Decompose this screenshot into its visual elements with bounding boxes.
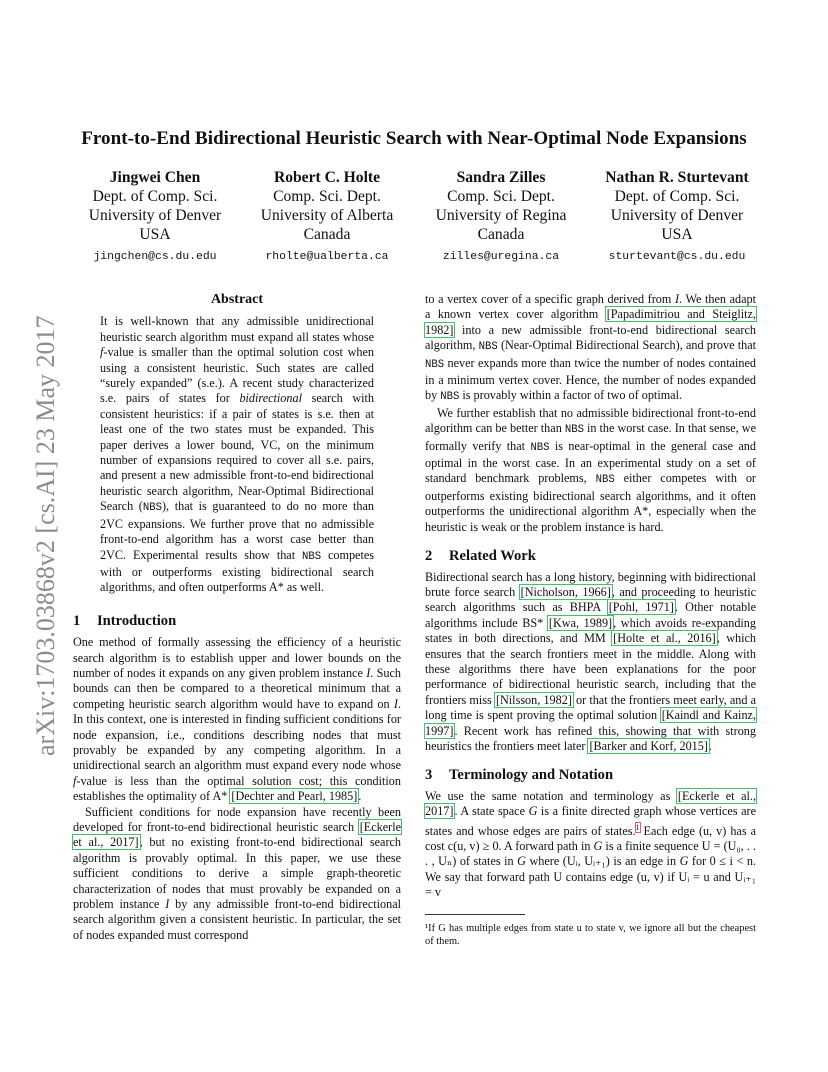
section-heading-terminology: 3 Terminology and Notation bbox=[425, 767, 614, 784]
author-affil: University of Denver bbox=[88, 207, 222, 224]
author-email[interactable]: rholte@ualberta.ca bbox=[265, 251, 389, 263]
author-affil: University of Denver bbox=[610, 207, 744, 224]
author-affil: Comp. Sci. Dept. bbox=[273, 188, 381, 205]
intro-paragraph-3: to a vertex cover of a specific graph derived from I. We then adapt a known vertex cover algorithm [Papadimitriou and Steiglitz, 1982] into a new admissible front-to-end bidirectional search algorithm, NBS (Near-Optimal Bidirectional Search), and prove that NBS never expands more than twice the number of nodes contained in a minimum vertex cover. Hence, the number of nodes expanded by NBS is provably within a factor of two of optimal. bbox=[425, 292, 757, 404]
citation-link[interactable]: [Eckerle et al., 2017] bbox=[73, 820, 401, 850]
citation-link[interactable]: [Nicholson, 1966] bbox=[520, 584, 611, 599]
section-heading-introduction: 1 Introduction bbox=[73, 612, 177, 629]
author-affil: Dept. of Comp. Sci. bbox=[92, 188, 218, 205]
intro-paragraph-4: We further establish that no admissible bidirectional front-to-end algorithm can be better than NBS in the worst case. In that sense, we formally verify that NBS is near-optimal in the general case and optimal in the worst case. In an experimental study on a set of standard benchmark problems, NBS either competes with or outperforms existing bidirectional search algorithms, and it often outperforms the unidirectional algorithm A*, especially when the heuristic is weak or the problem instance is hard. bbox=[425, 405, 757, 534]
author-email[interactable]: jingchen@cs.du.edu bbox=[93, 251, 217, 263]
citation-link[interactable]: [Dechter and Pearl, 1985] bbox=[231, 789, 358, 804]
terminology-paragraph: We use the same notation and terminology as [Eckerle et al., 2017]. A state space G is a finite directed graph whose vertices are states and whose edges are pairs of states.$^1$ Each edge (u, v) has a cost c(u, v) ≥ 0. A forward path in G is a finite sequence U = (U₀, . . . , Uₙ) of states in G where (Uᵢ, Uᵢ₊₁) is an edge in G for 0 ≤ i < n. We say that forward path U contains edge (u, v) if Uᵢ = u and Uᵢ₊₁ = v bbox=[425, 788, 756, 900]
section-heading-related-work: 2 Related Work bbox=[425, 548, 536, 565]
abstract-heading: Abstract bbox=[210, 292, 264, 307]
author-affil: Canada bbox=[303, 226, 351, 243]
author-block-2 bbox=[242, 168, 412, 267]
intro-paragraph-1: One method of formally assessing the efficiency of a heuristic search algorithm is to establish upper and lower bounds on the number of nodes it expands on any given problem instance I. Such bounds can then be compared to a theoretical minimum that a competing heuristic search algorithm would have to expand on I. In this context, one is interested in finding sufficient conditions for node expansion, i.e., conditions describing nodes that must provably be expanded by any competing algorithm. In a unidirectional search an algorithm must expand every node whose f-value is less than the optimal solution cost; this condition establishes the optimality of A* [Dechter and Pearl, 1985]. bbox=[73, 635, 401, 804]
author-affil: Comp. Sci. Dept. bbox=[447, 188, 555, 205]
right-column bbox=[425, 292, 756, 901]
paper-title: Front-to-End Bidirectional Heuristic Search with Near-Optimal Node Expansions bbox=[81, 128, 747, 149]
citation-link[interactable]: [Eckerle et al., 2017] bbox=[425, 788, 756, 819]
arxiv-sidebar-stamp bbox=[24, 290, 64, 760]
author-email[interactable]: sturtevant@cs.du.edu bbox=[608, 251, 746, 263]
author-block-3 bbox=[416, 168, 586, 267]
author-name: Sandra Zilles bbox=[456, 169, 546, 186]
citation-link[interactable]: [Kwa, 1989] bbox=[548, 615, 613, 630]
author-affil: Dept. of Comp. Sci. bbox=[614, 188, 740, 205]
author-affil: University of Regina bbox=[435, 207, 567, 224]
footnote-divider bbox=[425, 914, 525, 915]
citation-link[interactable]: [Nilsson, 1982] bbox=[495, 692, 572, 707]
citation-link[interactable]: [Barker and Korf, 2015] bbox=[589, 738, 708, 753]
left-column bbox=[73, 292, 401, 943]
citation-link[interactable]: [Holte et al., 2016] bbox=[613, 631, 716, 646]
related-work-paragraph: Bidirectional search has a long history, beginning with bidirectional brute force search [Nicholson, 1966], and proceeding to heuristic search algorithms such as BHPA [Pohl, 1971]. Other notable algorithms include BS* [Kwa, 1989], which avoids re-expanding states in both directions, and MM [Holte et al., 2016], which ensures that the search frontiers meet in the middle. Along with these algorithms there have been explanations for the poor performance of bidirectional heuristic search, including that the frontiers miss [Nilsson, 1982] or that the frontiers meet early, and a long time is spent proving the optimal solution [Kaindl and Kainz, 1997]. Recent work has refined this, showing that with strong heuristics the frontiers meet later [Barker and Korf, 2015]. bbox=[425, 569, 757, 753]
intro-paragraph-2: Sufficient conditions for node expansion have recently been developed for front-to-end bidirectional heuristic search [Eckerle et al., 2017], but no existing front-to-end bidirectional search algorithm is provably optimal. In this paper, we use these sufficient conditions to derive a simple graph-theoretic characterization of nodes that must provably be expanded on a problem instance I by any admissible front-to-end bidirectional search algorithm given a consistent heuristic. In particular, the set of nodes expanded must correspond bbox=[73, 804, 401, 942]
author-affil: Canada bbox=[477, 226, 525, 243]
footnote-marker[interactable]: 1 bbox=[635, 822, 640, 832]
author-name: Nathan R. Sturtevant bbox=[605, 169, 749, 186]
citation-link[interactable]: [Pohl, 1971] bbox=[608, 600, 674, 615]
author-affil: USA bbox=[139, 226, 171, 243]
arxiv-id: arXiv:1703.03868v2 [cs.AI] 23 May 2017 bbox=[31, 315, 60, 756]
author-affil: University of Alberta bbox=[260, 207, 394, 224]
author-name: Robert C. Holte bbox=[273, 169, 381, 186]
citation-link[interactable]: [Papadimitriou and Steiglitz, 1982] bbox=[425, 307, 756, 337]
abstract-text: It is well-known that any admissible unidirectional heuristic search algorithm must expand all states whose f-value is smaller than the optimal solution cost when using a consistent heuristic. Such states are called “surely expanded” (s.e.). A recent study characterized s.e. pairs of states for bidirectional search with consistent heuristics: if a pair of states is s.e. then at least one of the two states must be expanded. This paper derives a lower bound, VC, on the minimum number of expansions required to cover all s.e. pairs, and present a new admissible front-to-end bidirectional heuristic search algorithm, Near-Optimal Bidirectional Search (NBS), that is guaranteed to do no more than 2VC expansions. We further prove that no admissible front-to-end algorithm has a worst case better than 2VC. Experimental results show that NBS competes with or outperforms existing bidirectional search algorithms, and often outperforms A* as well. bbox=[100, 314, 374, 595]
author-block-4 bbox=[586, 168, 768, 267]
author-email[interactable]: zilles@uregina.ca bbox=[442, 251, 560, 263]
author-affil: USA bbox=[661, 226, 693, 243]
citation-link[interactable]: [Kaindl and Kainz, 1997] bbox=[425, 708, 756, 738]
author-name: Jingwei Chen bbox=[109, 169, 201, 186]
author-block-1 bbox=[70, 168, 240, 267]
footnote-text: ¹If G has multiple edges from state u to state v, we ignore all but the cheapest of them. bbox=[425, 923, 756, 947]
